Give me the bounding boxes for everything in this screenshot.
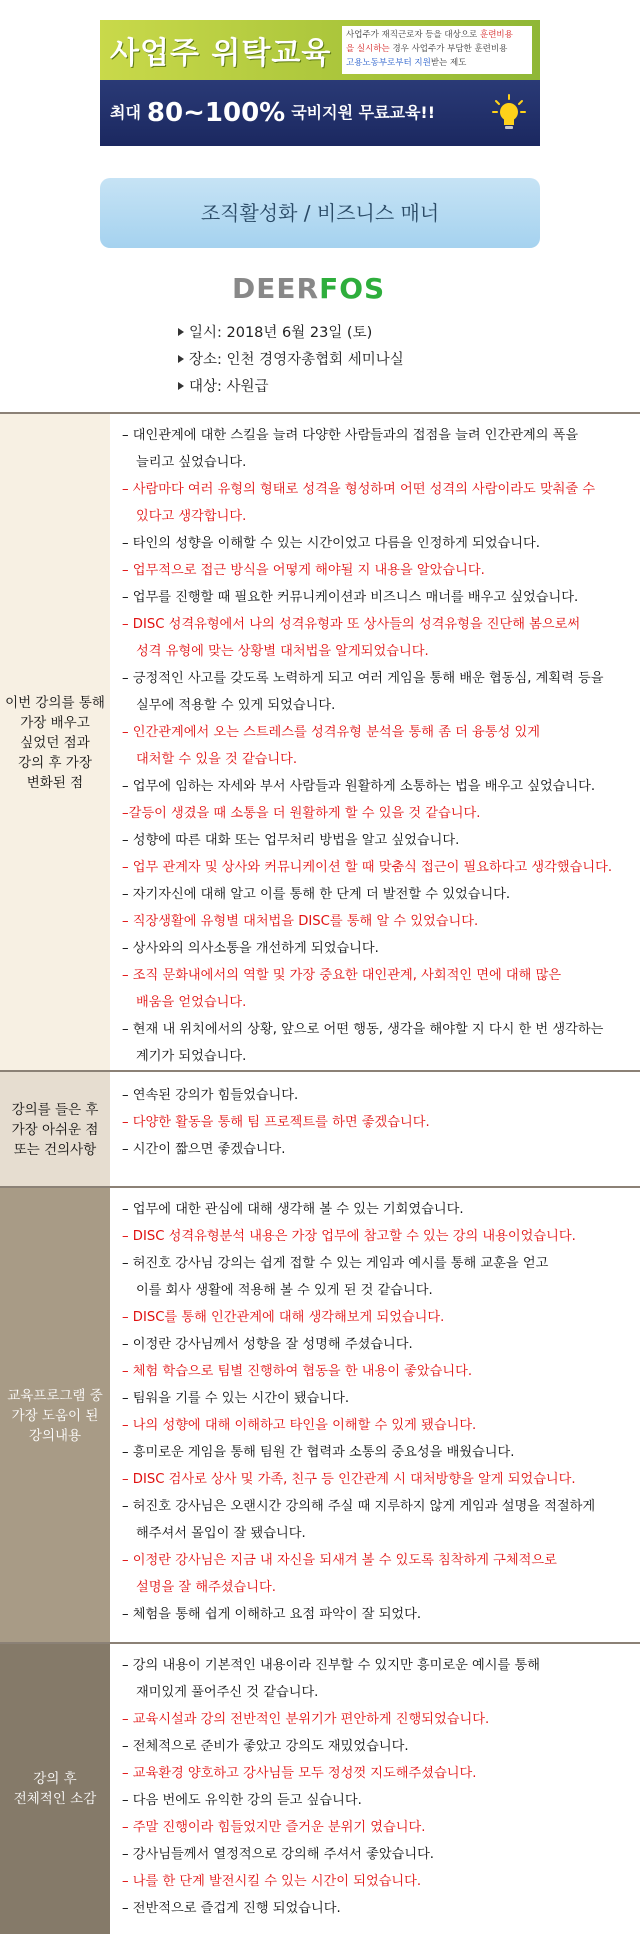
section-label-line: 강의 후 bbox=[33, 1771, 77, 1787]
review-item-line: – 긍정적인 사고를 갖도록 노력하게 되고 여러 게임을 통해 배운 협동심, 계획력 등을 bbox=[122, 671, 604, 686]
review-item-line: – 허진호 강사님은 오랜시간 강의해 주실 때 지루하지 않게 게임과 설명을 적절하게 bbox=[122, 1499, 596, 1514]
review-item-line: 재미있게 풀어주신 것 같습니다. bbox=[136, 1685, 319, 1700]
section-learning-changes bbox=[0, 412, 640, 1072]
review-item-line: 성격 유형에 맞는 상황별 대처법을 알게되었습니다. bbox=[136, 644, 429, 659]
review-item-line: – 직장생활에 유형별 대처법을 DISC를 통해 알 수 있었습니다. bbox=[122, 914, 479, 929]
review-item-line: – 현재 내 위치에서의 상황, 앞으로 어떤 행동, 생각을 해야할 지 다시 한 번 생각하는 bbox=[122, 1022, 604, 1037]
info-audience bbox=[178, 374, 404, 401]
triangle-bullet-icon bbox=[178, 355, 184, 363]
banner-subtitle bbox=[110, 98, 435, 128]
review-item bbox=[122, 422, 637, 476]
review-item bbox=[122, 1895, 637, 1922]
review-item-line: 대처할 수 있을 것 같습니다. bbox=[136, 752, 298, 767]
logo-text-part2: FOS bbox=[319, 272, 386, 305]
review-item-line: – 시간이 짧으면 좋겠습니다. bbox=[122, 1142, 286, 1157]
review-item-line: 이를 회사 생활에 적용해 볼 수 있게 된 것 같습니다. bbox=[136, 1283, 433, 1298]
review-item bbox=[122, 1814, 637, 1841]
section-label-line: 전체적인 소감 bbox=[13, 1791, 97, 1807]
section-label bbox=[0, 414, 110, 1072]
review-item bbox=[122, 557, 637, 584]
info-location-text: 장소: 인천 경영자총협회 세미나실 bbox=[189, 352, 404, 368]
review-item-line: 해주셔서 몰입이 잘 됐습니다. bbox=[136, 1526, 306, 1541]
review-item-line: – 교육시설과 강의 전반적인 분위기가 편안하게 진행되었습니다. bbox=[122, 1712, 490, 1727]
review-item-line: – 상사와의 의사소통을 개선하게 되었습니다. bbox=[122, 941, 379, 956]
review-item-line: – 전반적으로 즐겁게 진행 되었습니다. bbox=[122, 1901, 341, 1916]
section-label bbox=[0, 1072, 110, 1188]
review-item bbox=[122, 1787, 637, 1814]
review-item bbox=[122, 773, 637, 800]
review-item bbox=[122, 1385, 637, 1412]
banner-note-text: 받는 제도 bbox=[430, 58, 467, 68]
banner-subtitle-suffix: 국비지원 무료교육!! bbox=[291, 103, 436, 122]
review-item bbox=[122, 1412, 637, 1439]
review-item-line: – DISC 검사로 상사 및 가족, 친구 등 인간관계 시 대처방향을 알게 되었습니다. bbox=[122, 1472, 576, 1487]
review-item-line: – 교육환경 양호하고 강사님들 모두 정성껏 지도해주셨습니다. bbox=[122, 1766, 477, 1781]
review-item-line: – 조직 문화내에서의 역할 및 가장 중요한 대인관계, 사회적인 면에 대해 많은 bbox=[122, 968, 562, 983]
section-label-line: 교육프로그램 중 bbox=[7, 1388, 103, 1404]
review-item bbox=[122, 1439, 637, 1466]
review-item-line: – DISC 성격유형분석 내용은 가장 업무에 참고할 수 있는 강의 내용이었습니다. bbox=[122, 1229, 576, 1244]
review-item-line: 있다고 생각합니다. bbox=[136, 509, 247, 524]
review-item-line: – 업무 관계자 및 상사와 커뮤니케이션 할 때 맞춤식 접근이 필요하다고 생각했습니다. bbox=[122, 860, 613, 875]
review-item-line: – 나의 성향에 대해 이해하고 타인을 이해할 수 있게 됐습니다. bbox=[122, 1418, 477, 1433]
section-label-line: 이번 강의를 통해 bbox=[5, 695, 105, 711]
review-item-line: – DISC를 통해 인간관계에 대해 생각해보게 되었습니다. bbox=[122, 1310, 445, 1325]
review-item-line: – 업무에 임하는 자세와 부서 사람들과 원활하게 소통하는 법을 배우고 싶었습니다. bbox=[122, 779, 596, 794]
section-most-helpful bbox=[0, 1186, 640, 1644]
review-item bbox=[122, 1466, 637, 1493]
review-item-line: – 업무에 대한 관심에 대해 생각해 볼 수 있는 기회였습니다. bbox=[122, 1202, 464, 1217]
banner-note-highlight: 을 실시하는 bbox=[346, 44, 390, 54]
review-item-line: – 업무를 진행할 때 필요한 커뮤니케이션과 비즈니스 매너를 배우고 싶었습니다. bbox=[122, 590, 579, 605]
review-item bbox=[122, 827, 637, 854]
review-item bbox=[122, 476, 637, 530]
review-item-line: – 성향에 따른 대화 또는 업무처리 방법을 알고 싶었습니다. bbox=[122, 833, 460, 848]
review-item bbox=[122, 719, 637, 773]
event-info bbox=[178, 320, 404, 401]
review-item bbox=[122, 1547, 637, 1601]
review-item-line: – 연속된 강의가 힘들었습니다. bbox=[122, 1088, 299, 1103]
section-overall-impression bbox=[0, 1642, 640, 1934]
banner-subtitle-prefix: 최대 bbox=[110, 103, 141, 122]
review-item bbox=[122, 1601, 637, 1628]
review-item bbox=[122, 1196, 637, 1223]
review-item-line: – 팀워을 기를 수 있는 시간이 됐습니다. bbox=[122, 1391, 350, 1406]
section-body bbox=[110, 1072, 640, 1188]
review-item-line: – DISC 성격유형에서 나의 성격유형과 또 상사들의 성격유형을 진단해 봄으로써 bbox=[122, 617, 581, 632]
banner-title: 사업주 위탁교육 bbox=[110, 36, 332, 71]
review-item bbox=[122, 908, 637, 935]
section-label-line: 가장 도움이 된 bbox=[11, 1408, 99, 1424]
section-label-line: 싶었던 점과 bbox=[20, 735, 90, 751]
review-item bbox=[122, 611, 637, 665]
section-label-line: 변화된 점 bbox=[26, 775, 84, 791]
review-item-line: – 다음 번에도 유익한 강의 듣고 싶습니다. bbox=[122, 1793, 362, 1808]
banner-subtitle-percent: 80~100% bbox=[146, 98, 286, 128]
review-item bbox=[122, 1358, 637, 1385]
section-suggestions bbox=[0, 1070, 640, 1188]
banner-top-panel bbox=[100, 20, 540, 80]
banner-note-highlight: 훈련비용 bbox=[479, 30, 513, 40]
review-item bbox=[122, 1082, 637, 1109]
review-item-line: – 흥미로운 게임을 통해 팀원 간 협력과 소통의 중요성을 배웠습니다. bbox=[122, 1445, 515, 1460]
banner-bottom-panel bbox=[100, 80, 540, 146]
deerfos-logo bbox=[232, 272, 402, 306]
review-item-line: – 다양한 활동을 통해 팀 프로젝트를 하면 좋겠습니다. bbox=[122, 1115, 430, 1130]
course-title: 조직활성화 / 비즈니스 매너 bbox=[100, 178, 540, 248]
review-item-line: – 주말 진행이라 힘들었지만 즐거운 분위기 였습니다. bbox=[122, 1820, 426, 1835]
review-item-line: 늘리고 싶었습니다. bbox=[136, 455, 247, 470]
review-item-line: – 나를 한 단계 발전시킬 수 있는 시간이 되었습니다. bbox=[122, 1874, 422, 1889]
banner-note bbox=[342, 26, 532, 74]
review-item bbox=[122, 1493, 637, 1547]
review-item bbox=[122, 1136, 637, 1163]
banner-note-text: 경우 사업주가 부담한 훈련비용 bbox=[389, 44, 508, 54]
review-item-line: – 전체적으로 준비가 좋았고 강의도 재밌었습니다. bbox=[122, 1739, 409, 1754]
section-body bbox=[110, 1644, 640, 1934]
review-item bbox=[122, 1331, 637, 1358]
triangle-bullet-icon bbox=[178, 328, 184, 336]
review-item bbox=[122, 1733, 637, 1760]
review-item bbox=[122, 1016, 637, 1070]
section-label-line: 가장 배우고 bbox=[20, 715, 90, 731]
review-item-line: 설명을 잘 해주셨습니다. bbox=[136, 1580, 276, 1595]
review-item-line: – 이정란 강사님은 지금 내 자신을 되새겨 볼 수 있도록 침착하게 구체적으로 bbox=[122, 1553, 557, 1568]
triangle-bullet-icon bbox=[178, 382, 184, 390]
review-item-line: 배움을 얻었습니다. bbox=[136, 995, 247, 1010]
review-item bbox=[122, 1841, 637, 1868]
review-item-line: – 대인관계에 대한 스킬을 늘려 다양한 사람들과의 접점을 늘려 인간관계의 폭을 bbox=[122, 428, 579, 443]
info-date bbox=[178, 320, 404, 347]
info-date-text: 일시: 2018년 6월 23일 (토) bbox=[189, 325, 373, 341]
section-label-line: 강의를 들은 후 bbox=[11, 1102, 99, 1118]
review-item bbox=[122, 1250, 637, 1304]
program-banner bbox=[100, 20, 540, 146]
review-item-line: – 사람마다 여러 유형의 형태로 성격을 형성하며 어떤 성격의 사람이라도 맞춰줄 수 bbox=[122, 482, 596, 497]
review-item-line: – 인간관계에서 오는 스트레스를 성격유형 분석을 통해 좀 더 융통성 있게 bbox=[122, 725, 540, 740]
review-item-line: 실무에 적용할 수 있게 되었습니다. bbox=[136, 698, 336, 713]
section-label bbox=[0, 1188, 110, 1644]
review-item bbox=[122, 1760, 637, 1787]
lightbulb-icon bbox=[492, 94, 526, 132]
review-item bbox=[122, 1223, 637, 1250]
review-item bbox=[122, 584, 637, 611]
review-item-line: –갈등이 생겼을 때 소통을 더 원활하게 할 수 있을 것 같습니다. bbox=[122, 806, 481, 821]
review-item-line: 계기가 되었습니다. bbox=[136, 1049, 247, 1064]
info-location bbox=[178, 347, 404, 374]
review-item bbox=[122, 665, 637, 719]
review-item bbox=[122, 1304, 637, 1331]
section-label bbox=[0, 1644, 110, 1934]
section-body bbox=[110, 1188, 640, 1644]
review-item bbox=[122, 881, 637, 908]
review-item bbox=[122, 854, 637, 881]
review-item-line: – 타인의 성향을 이해할 수 있는 시간이었고 다름을 인정하게 되었습니다. bbox=[122, 536, 540, 551]
review-item-line: – 이정란 강사님께서 성향을 잘 성명해 주셨습니다. bbox=[122, 1337, 413, 1352]
review-item bbox=[122, 1706, 637, 1733]
review-item-line: – 체험 학습으로 팀별 진행하여 협동을 한 내용이 좋았습니다. bbox=[122, 1364, 473, 1379]
review-item-line: – 강사님들께서 열정적으로 강의해 주셔서 좋았습니다. bbox=[122, 1847, 435, 1862]
review-item-line: – 강의 내용이 기본적인 내용이라 진부할 수 있지만 흥미로운 예시를 통해 bbox=[122, 1658, 540, 1673]
banner-note-highlight: 고용노동부로부터 지원 bbox=[346, 58, 431, 68]
review-item-line: – 허진호 강사님 강의는 쉽게 접할 수 있는 게임과 예시를 통해 교훈을 얻고 bbox=[122, 1256, 549, 1271]
review-item bbox=[122, 1109, 637, 1136]
review-item bbox=[122, 962, 637, 1016]
logo-text-part1: DEER bbox=[232, 272, 320, 305]
review-item bbox=[122, 530, 637, 557]
section-label-line: 또는 건의사항 bbox=[13, 1142, 97, 1158]
section-label-line: 강의내용 bbox=[28, 1428, 82, 1444]
review-item bbox=[122, 935, 637, 962]
section-label-line: 가장 아쉬운 점 bbox=[11, 1122, 99, 1138]
review-item-line: – 자기자신에 대해 알고 이를 통해 한 단계 더 발전할 수 있었습니다. bbox=[122, 887, 511, 902]
review-item-line: – 체험을 통해 쉽게 이해하고 요점 파악이 잘 되었다. bbox=[122, 1607, 422, 1622]
banner-note-text: 사업주가 재직근로자 등을 대상으로 bbox=[346, 30, 480, 40]
review-item bbox=[122, 1868, 637, 1895]
section-label-line: 강의 후 가장 bbox=[18, 755, 92, 771]
review-item bbox=[122, 800, 637, 827]
review-item bbox=[122, 1652, 637, 1706]
review-item-line: – 업무적으로 접근 방식을 어떻게 해야될 지 내용을 알았습니다. bbox=[122, 563, 485, 578]
section-body bbox=[110, 414, 640, 1072]
info-audience-text: 대상: 사원급 bbox=[189, 379, 269, 395]
